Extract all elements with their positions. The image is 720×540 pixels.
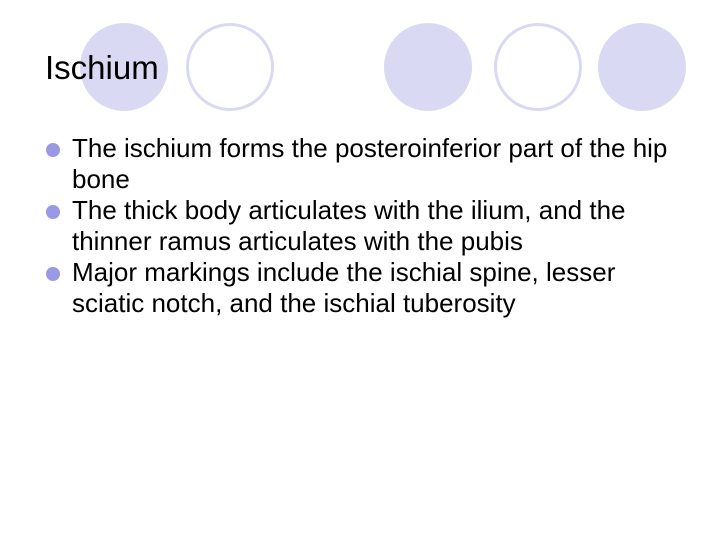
decorative-circle-ring-2 bbox=[494, 23, 582, 111]
bullet-item bbox=[45, 257, 685, 319]
slide-title: Ischium bbox=[45, 49, 159, 86]
bullet-text: Major markings include the ischial spine, lesser sciatic notch, and the ischial tuberosity bbox=[72, 257, 616, 318]
bullet-item bbox=[45, 133, 685, 195]
circle-bullet-icon bbox=[46, 205, 60, 219]
decorative-circle-filled-3 bbox=[598, 23, 686, 111]
circle-bullet-icon bbox=[46, 267, 60, 281]
bullet-text: The ischium forms the posteroinferior part of the hip bone bbox=[72, 133, 668, 194]
circle-bullet-icon bbox=[46, 143, 60, 157]
bullet-item bbox=[45, 195, 685, 257]
decorative-circle-ring-1 bbox=[186, 23, 274, 111]
bullet-text: The thick body articulates with the ilium, and the thinner ramus articulates with the pubis bbox=[72, 195, 626, 256]
decorative-circle-filled-2 bbox=[384, 23, 472, 111]
bullet-list bbox=[45, 133, 685, 319]
